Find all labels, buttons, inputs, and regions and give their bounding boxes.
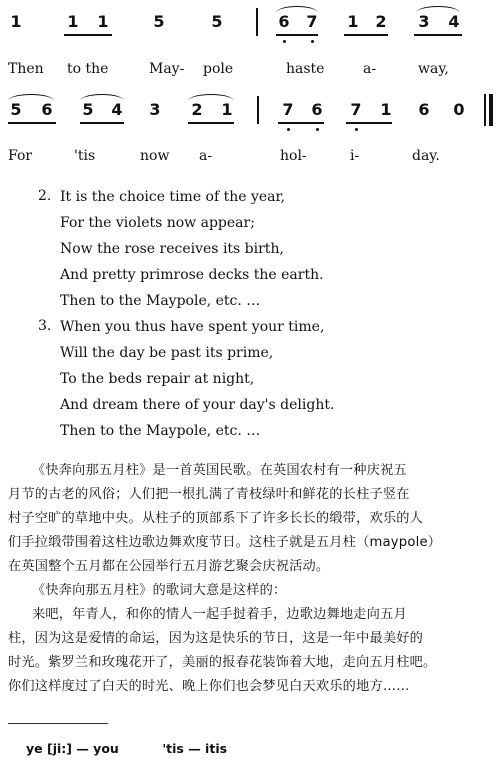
notes-line: 时光。紫罗兰和玫瑰花开了，美丽的报春花装饰着大地，走向五月柱吧。 — [8, 655, 437, 670]
footnote: ye [ji:] — you 'tis — itis — [26, 741, 228, 756]
verse-number: 2. — [38, 188, 52, 204]
verse-number: 3. — [38, 318, 52, 334]
note: 5 — [211, 12, 223, 31]
note: 0 — [453, 100, 465, 119]
note: 3 — [149, 100, 161, 119]
lyric: way, — [418, 61, 449, 77]
verse-line: For the violets now appear; — [60, 215, 255, 231]
lyric: hol- — [280, 148, 307, 164]
note: 5 — [82, 100, 94, 119]
note: 1 — [221, 100, 233, 119]
lyric: haste — [286, 61, 325, 77]
notes-line: 来吧，年青人，和你的情人一起手挝着手，边歌边舞地走向五月 — [32, 607, 407, 622]
verse-line: Then to the Maypole, etc. … — [60, 293, 261, 309]
barline — [257, 96, 259, 124]
verse-lines — [60, 314, 334, 444]
note: 1 — [67, 12, 79, 31]
barline — [256, 8, 258, 36]
note: 6 — [418, 100, 430, 119]
notes-line: 在英国整个五月都在公园举行五月游艺聚会庆祝活动。 — [8, 559, 330, 574]
note: 1 — [380, 100, 392, 119]
verse-line: It is the choice time of the year, — [60, 189, 286, 205]
note: 1 — [97, 12, 109, 31]
note: 5 — [10, 100, 22, 119]
verse-line: Will the day be past its prime, — [60, 345, 274, 361]
lyric: day. — [412, 148, 440, 164]
low-dot — [316, 128, 319, 131]
lyric: For — [8, 148, 33, 164]
score-row-1 — [0, 0, 500, 40]
verse-line: And pretty primrose decks the earth. — [60, 267, 324, 283]
note: 7 — [282, 100, 294, 119]
note-underline — [188, 122, 234, 124]
lyric: i- — [350, 148, 360, 164]
lyric: Then — [8, 61, 44, 77]
low-dot — [355, 128, 358, 131]
note: 5 — [153, 12, 165, 31]
note: 1 — [10, 12, 22, 31]
note: 7 — [350, 100, 362, 119]
low-dot — [311, 40, 314, 43]
note: 6 — [278, 12, 290, 31]
lyric: a- — [199, 148, 213, 164]
note: 6 — [311, 100, 323, 119]
notes-line: 月节的古老的风俗；人们把一根扎满了青枝绿叶和鲜花的长柱子竖在 — [8, 487, 410, 502]
notes-line: 《快奔向那五月柱》的歌词大意是这样的： — [32, 583, 287, 598]
footnote-rule — [8, 723, 108, 724]
note-underline — [344, 34, 388, 36]
lyric: now — [140, 148, 170, 164]
note: 4 — [448, 12, 460, 31]
note: 2 — [375, 12, 387, 31]
notes-line: 《快奔向那五月柱》是一首英国民歌。在英国农村有一种庆祝五 — [32, 463, 407, 478]
note-underline — [346, 122, 392, 124]
verse-line: To the beds repair at night, — [60, 371, 255, 387]
final-barline-thin — [484, 94, 486, 126]
verse-line: Then to the Maypole, etc. … — [60, 423, 261, 439]
lyric: a- — [363, 61, 377, 77]
note: 6 — [41, 100, 53, 119]
low-dot — [287, 128, 290, 131]
note: 1 — [347, 12, 359, 31]
note-underline — [414, 34, 462, 36]
note: 7 — [306, 12, 318, 31]
verse-line: Now the rose receives its birth, — [60, 241, 284, 257]
note: 3 — [418, 12, 430, 31]
note-underline — [276, 34, 318, 36]
verse-lines — [60, 184, 324, 314]
low-dot — [283, 40, 286, 43]
notes-line: 村子空旷的草地中央。从柱子的顶部系下了许多长长的缎带，欢乐的人 — [8, 511, 424, 526]
notes-line: 柱，因为这是爱情的命运，因为这是快乐的节日，这是一年中最美好的 — [8, 631, 424, 646]
score-row-2 — [0, 88, 500, 128]
lyric: May- — [149, 61, 185, 77]
note: 2 — [191, 100, 203, 119]
note-underline — [278, 122, 324, 124]
verse-line: And dream there of your day's delight. — [60, 397, 335, 413]
note-underline — [80, 122, 124, 124]
lyric: to the — [67, 61, 109, 77]
lyric: pole — [203, 61, 234, 77]
note: 4 — [111, 100, 123, 119]
notes-line: 你们这样度过了白天的时光、晚上你们也会梦见白天欢乐的地方…… — [8, 679, 410, 694]
chinese-notes — [8, 459, 494, 699]
final-barline-thick — [489, 94, 493, 126]
verse-line: When you thus have spent your time, — [60, 319, 325, 335]
note-underline — [8, 122, 56, 124]
lyric: 'tis — [74, 148, 96, 164]
note-underline — [64, 34, 112, 36]
notes-line: 们手拉缎带围着这柱边歌边舞欢度节日。这柱子就是五月柱（maypole） — [8, 535, 442, 550]
